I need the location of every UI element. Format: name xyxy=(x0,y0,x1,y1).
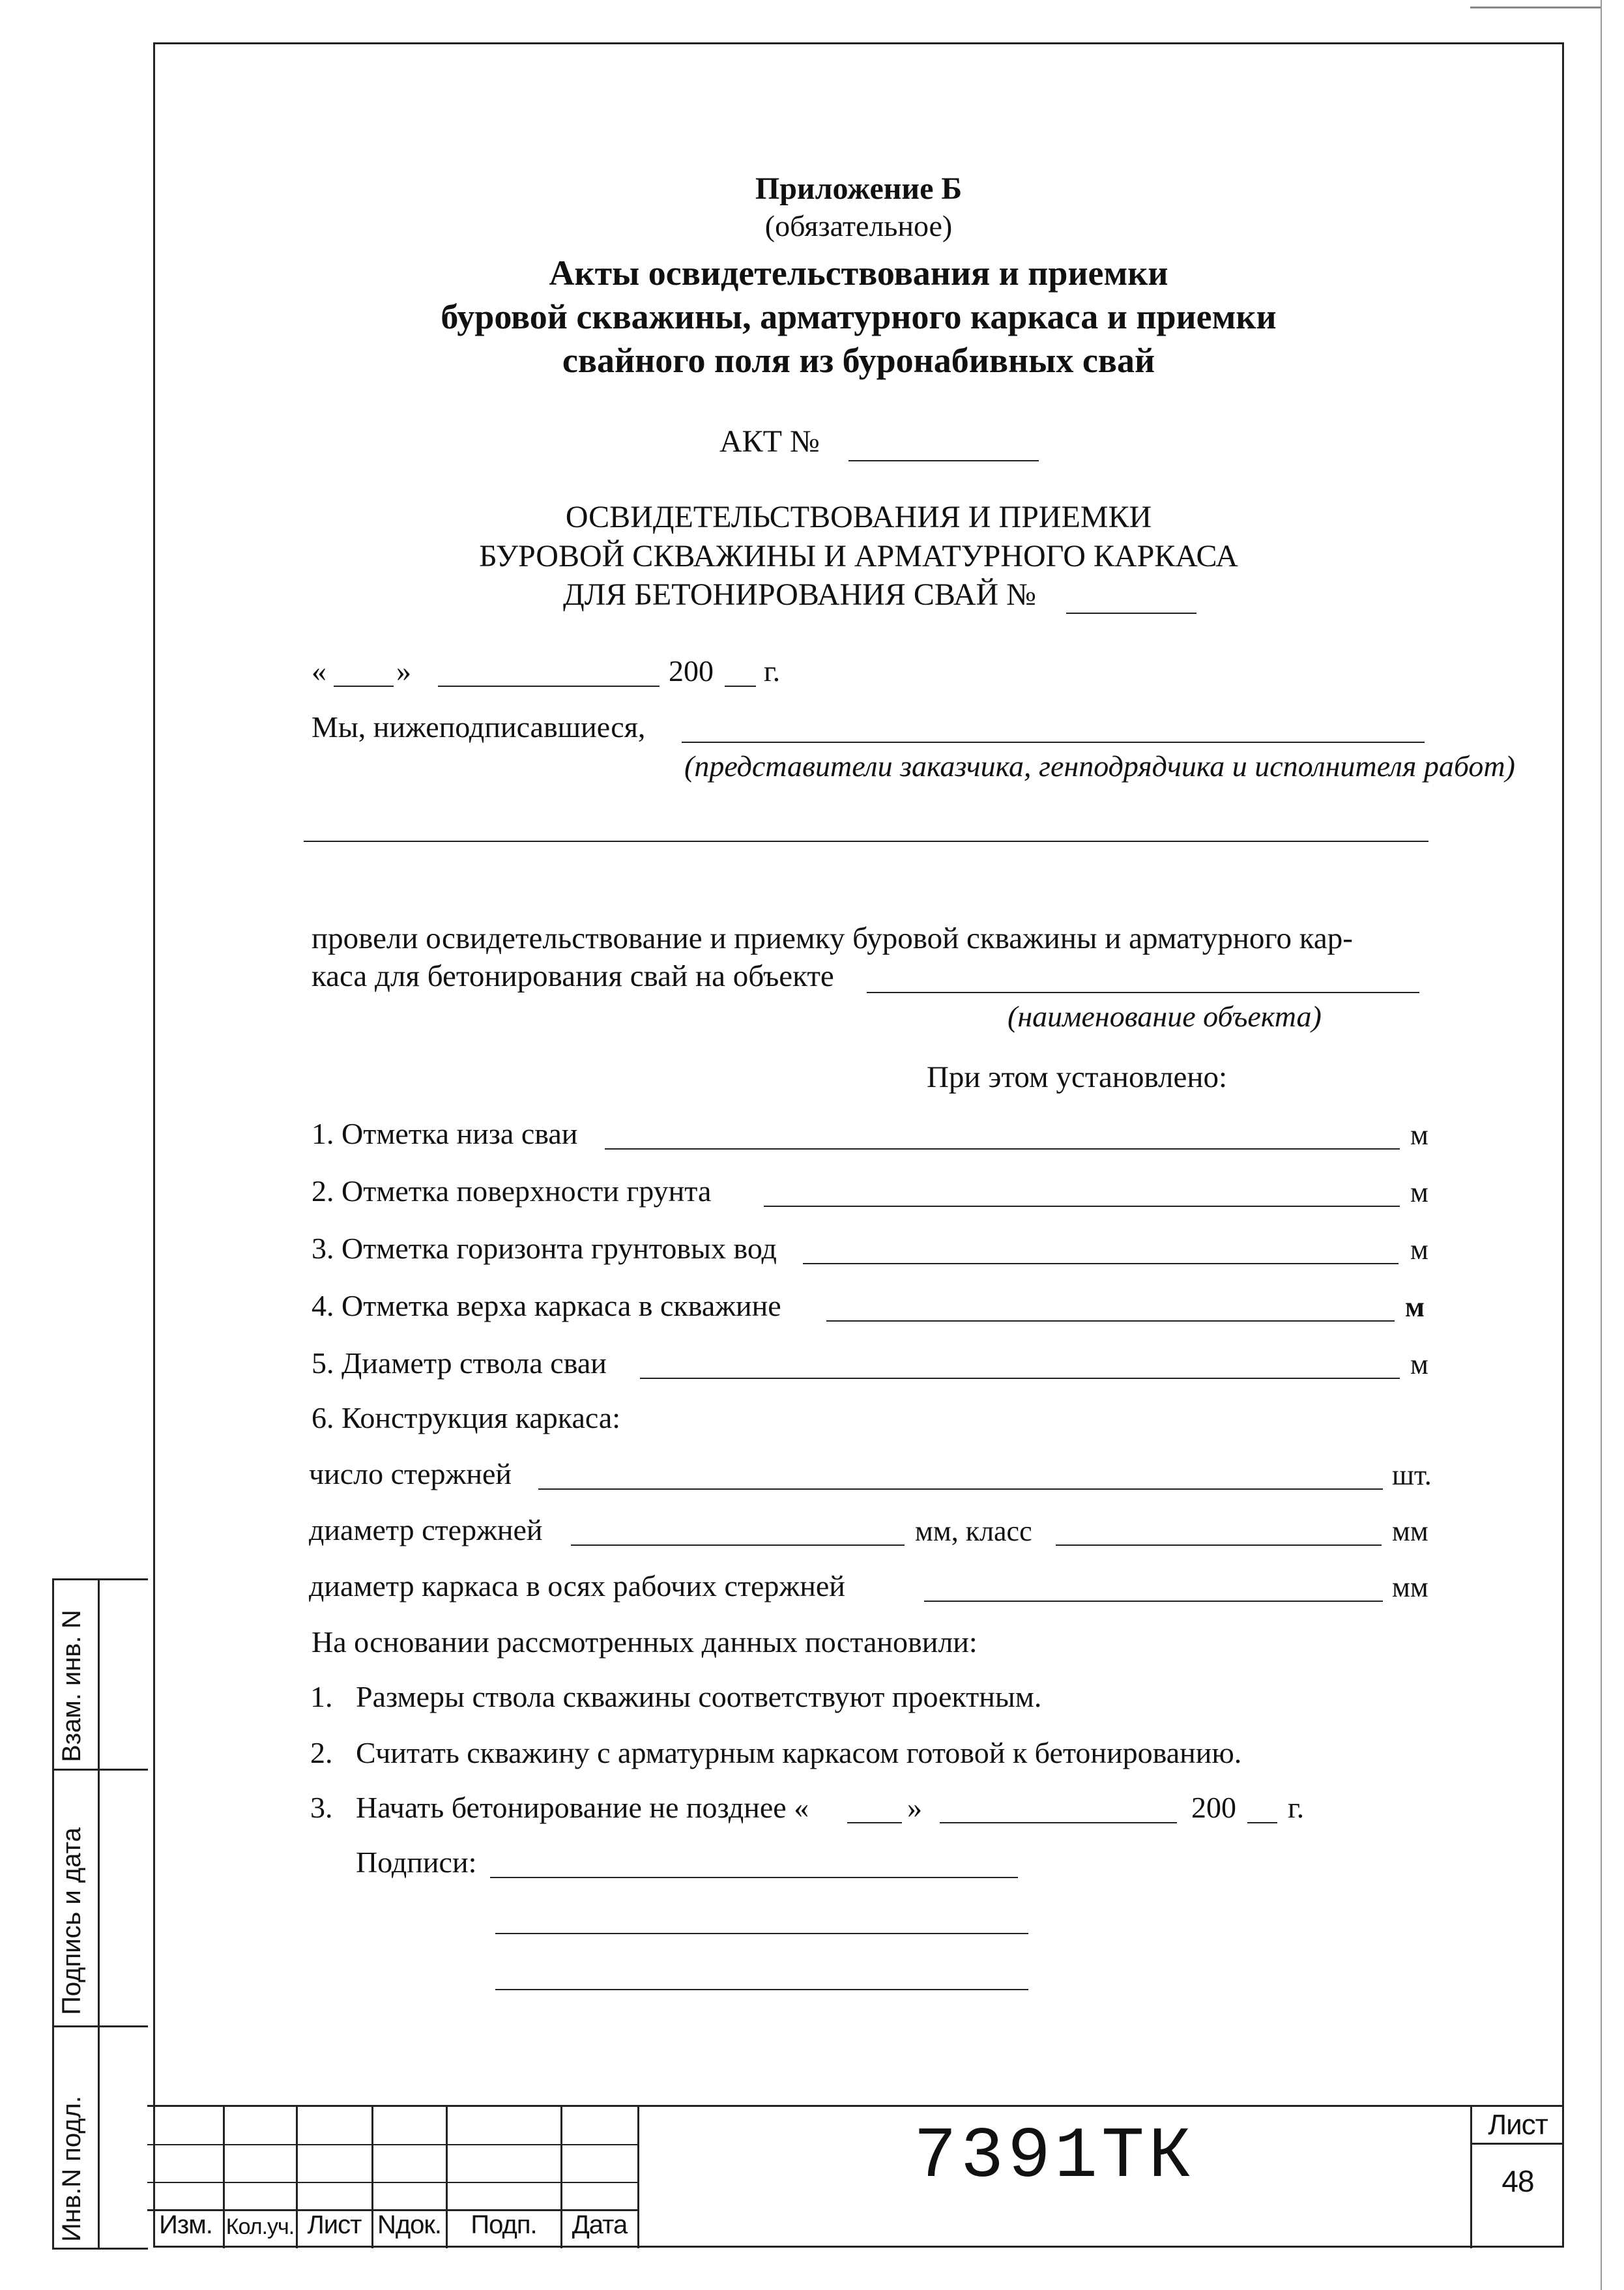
item-3-field[interactable] xyxy=(803,1263,1399,1264)
item-3-label: 3. Отметка горизонта грунтовых вод xyxy=(312,1232,777,1265)
act-heading-3: ДЛЯ БЕТОНИРОВАНИЯ СВАЙ № xyxy=(563,577,1036,612)
item-2-unit: м xyxy=(1410,1176,1428,1208)
rods-class-unit: мм xyxy=(1392,1515,1428,1547)
date-day-field[interactable] xyxy=(334,686,394,687)
frame-section-title: 6. Конструкция каркаса: xyxy=(312,1401,621,1434)
resolution-intro: На основании рассмотренных данных постановили: xyxy=(312,1625,978,1659)
column-date: Дата xyxy=(572,2210,628,2239)
rods-count-label: число стержней xyxy=(309,1457,512,1490)
column-signature: Подп. xyxy=(471,2210,537,2239)
rods-count-field[interactable] xyxy=(538,1488,1383,1490)
resolution-3-number: 3. xyxy=(310,1791,333,1824)
start-month-field[interactable] xyxy=(940,1822,1177,1823)
column-change: Изм. xyxy=(159,2210,212,2239)
cage-diameter-field[interactable] xyxy=(924,1601,1383,1602)
signature-line-1[interactable] xyxy=(490,1877,1018,1878)
item-2-field[interactable] xyxy=(764,1206,1400,1207)
undersigned-hint: (представители заказчика, генподрядчика и исполнителя работ) xyxy=(684,749,1515,783)
act-number-label: АКТ № xyxy=(719,424,820,459)
rods-diameter-unit: мм, класс xyxy=(915,1515,1032,1547)
item-4-unit: м xyxy=(1405,1291,1425,1323)
resolution-3-close-quote: » xyxy=(907,1791,922,1824)
body-line-2: каса для бетонирования свай на объекте xyxy=(312,959,834,993)
undersigned-label: Мы, нижеподписавшиеся, xyxy=(312,710,646,744)
start-day-field[interactable] xyxy=(847,1822,902,1823)
title-line-2: буровой скважины, арматурного каркаса и приемки xyxy=(441,297,1277,336)
document-code: 7391ТК xyxy=(913,2117,1196,2198)
item-4-field[interactable] xyxy=(826,1320,1395,1322)
item-5-label: 5. Диаметр ствола сваи xyxy=(312,1346,607,1380)
appendix-mandatory: (обязательное) xyxy=(764,209,953,242)
date-year-prefix: 200 xyxy=(669,654,714,688)
title-line-3: свайного поля из буронабивных свай xyxy=(562,341,1155,380)
pile-number-field[interactable] xyxy=(1066,613,1196,614)
resolution-2-number: 2. xyxy=(310,1736,333,1769)
date-year-field[interactable] xyxy=(725,686,756,687)
cage-diameter-label: диаметр каркаса в осях рабочих стержней xyxy=(309,1569,845,1602)
resolution-1-text: Размеры ствола скважины соответствуют проектным. xyxy=(356,1680,1042,1713)
column-sheet: Лист xyxy=(307,2210,362,2239)
act-heading-1: ОСВИДЕТЕЛЬСТВОВАНИЯ И ПРИЕМКИ xyxy=(565,500,1152,534)
sheet-number: 48 xyxy=(1501,2164,1534,2198)
rods-diameter-label: диаметр стержней xyxy=(309,1513,543,1546)
top-edge-line xyxy=(1470,7,1601,8)
established-label: При этом установлено: xyxy=(926,1060,1228,1094)
sheet-label: Лист xyxy=(1488,2109,1548,2141)
object-field[interactable] xyxy=(867,992,1419,993)
side-stamp-replacement-inv: Взам. инв. N xyxy=(57,1610,86,1762)
resolution-1-number: 1. xyxy=(310,1680,333,1713)
column-doc-number: Nдок. xyxy=(377,2210,442,2239)
date-year-suffix: г. xyxy=(764,654,781,688)
item-2-label: 2. Отметка поверхности грунта xyxy=(312,1174,712,1208)
side-stamp-original-inv: Инв.N подл. xyxy=(57,2095,86,2242)
cage-diameter-unit: мм xyxy=(1392,1571,1428,1603)
resolution-3-text: Начать бетонирование не позднее « xyxy=(356,1791,809,1824)
undersigned-field-2[interactable] xyxy=(304,841,1428,842)
rods-diameter-field[interactable] xyxy=(571,1544,905,1546)
act-heading-2: БУРОВОЙ СКВАЖИНЫ И АРМАТУРНОГО КАРКАСА xyxy=(479,539,1238,573)
right-edge-line xyxy=(1601,0,1602,2290)
date-close-quote: » xyxy=(396,654,411,688)
side-stamp-signature-date: Подпись и дата xyxy=(57,1827,86,2015)
date-month-field[interactable] xyxy=(438,686,660,687)
start-year-field[interactable] xyxy=(1247,1822,1277,1823)
date-open-quote: « xyxy=(312,654,326,688)
item-1-label: 1. Отметка низа сваи xyxy=(312,1117,578,1150)
undersigned-field[interactable] xyxy=(682,742,1425,743)
act-number-field[interactable] xyxy=(848,460,1039,461)
item-4-label: 4. Отметка верха каркаса в скважине xyxy=(312,1289,781,1322)
rods-class-field[interactable] xyxy=(1056,1544,1382,1546)
column-qty: Кол.уч. xyxy=(225,2214,295,2239)
item-3-unit: м xyxy=(1410,1234,1428,1266)
signature-line-3[interactable] xyxy=(495,1989,1028,1990)
resolution-2-text: Считать скважину с арматурным каркасом готовой к бетонированию. xyxy=(356,1736,1242,1769)
signature-line-2[interactable] xyxy=(495,1933,1028,1934)
item-1-unit: м xyxy=(1410,1119,1428,1151)
resolution-3-g: г. xyxy=(1288,1791,1305,1824)
appendix-title: Приложение Б xyxy=(755,171,963,206)
body-line-1: провели освидетельствование и приемку буровой скважины и арматурного кар- xyxy=(312,921,1353,955)
object-hint: (наименование объекта) xyxy=(1008,1000,1322,1033)
item-1-field[interactable] xyxy=(605,1148,1400,1150)
title-line-1: Акты освидетельствования и приемки xyxy=(549,254,1168,293)
item-5-field[interactable] xyxy=(640,1378,1400,1379)
signatures-label: Подписи: xyxy=(356,1846,477,1879)
item-5-unit: м xyxy=(1410,1348,1428,1380)
resolution-3-year: 200 xyxy=(1191,1791,1236,1824)
rods-count-unit: шт. xyxy=(1392,1459,1432,1491)
